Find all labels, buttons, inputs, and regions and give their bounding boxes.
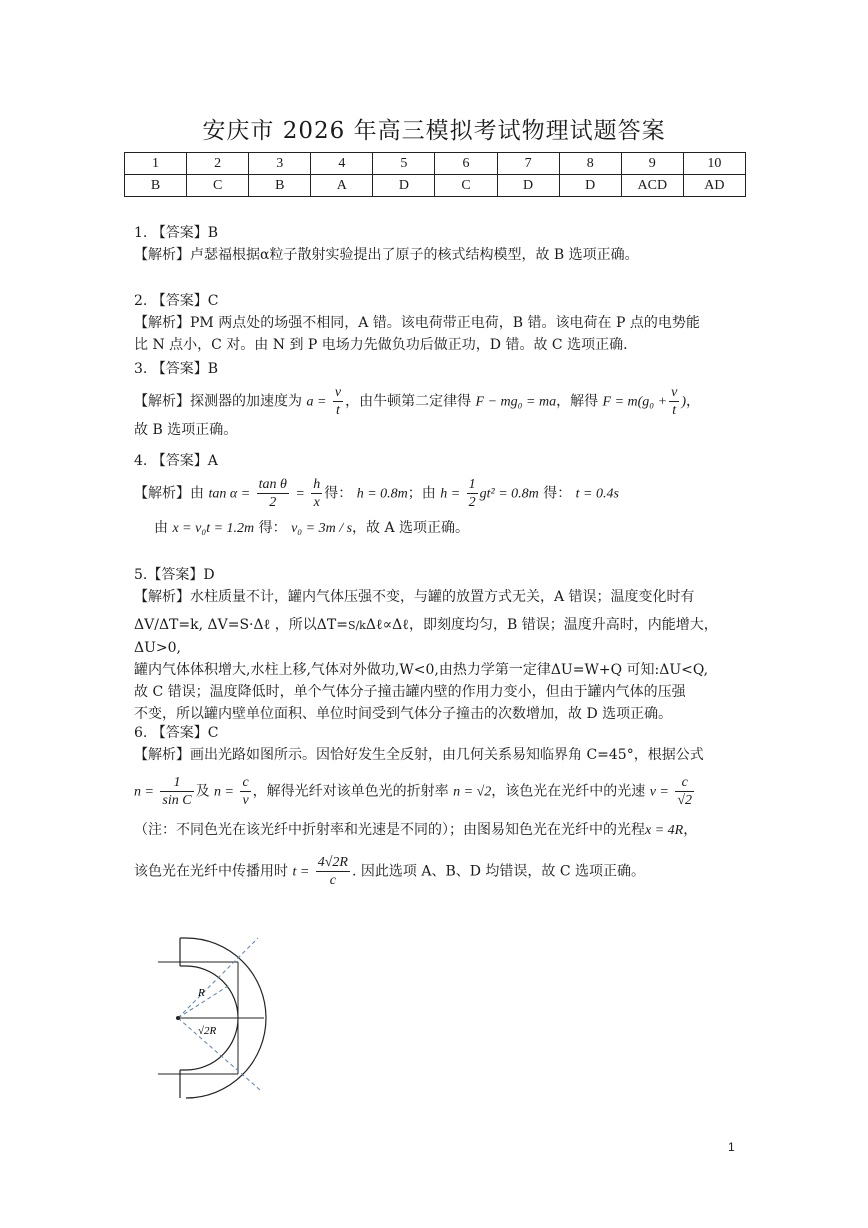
question-6: [134, 722, 754, 889]
frac-numerator: 1: [468, 477, 476, 492]
q5-analysis-line2: [134, 614, 754, 659]
table-cell: A: [311, 175, 373, 197]
q6-frac-sinC: [160, 774, 193, 809]
q5-text: ΔV/ΔT=k, ΔV=S·Δℓ ，所以ΔT=: [134, 617, 348, 633]
q4-frac-tan: [257, 476, 289, 511]
table-cell: D: [559, 175, 621, 197]
table-cell: C: [187, 175, 249, 197]
q3-eq-F: F = m(g₀ +: [602, 394, 668, 410]
q6-text: 及: [195, 783, 210, 800]
normal-lines: [178, 938, 260, 1090]
q4-text: 得：: [258, 520, 287, 536]
q6-analysis-line3: [134, 819, 754, 842]
page-number: 1: [728, 1140, 735, 1154]
q6-frac-time: [316, 854, 350, 889]
q5-analysis-line1: 【解析】水柱质量不计，罐内气体压强不变，与罐的放置方式无关，A 错误；温度变化时有: [134, 589, 695, 605]
q6-text: 该色光在光纤中传播用时: [134, 863, 288, 880]
q4-text: ；由: [407, 485, 436, 502]
q4-analysis-line1: [134, 476, 754, 511]
table-cell: 10: [683, 153, 745, 175]
q6-text: . 因此选项 A、B、D 均错误，故 C 选项正确。: [352, 863, 646, 880]
label-R: R: [198, 987, 205, 999]
q1-analysis: 【解析】卢瑟福根据α粒子散射实验提出了原子的核式结构模型，故 B 选项正确。: [134, 247, 639, 263]
frac-denominator: x: [313, 495, 320, 510]
q1-head: 1. 【答案】B: [134, 225, 219, 241]
q3-eq-a: a =: [306, 394, 327, 410]
q4-head: 4. 【答案】A: [134, 453, 218, 469]
frac-numerator: h: [313, 477, 321, 492]
table-cell: D: [497, 175, 559, 197]
q6-text: ，该色光在光纤中的光速: [491, 783, 646, 800]
table-cell: ACD: [621, 175, 683, 197]
answer-table-answer-row: [125, 175, 746, 197]
q2-analysis-line2: 比 N 点小，C 对。由 N 到 P 电场力先做负功后做正功，D 错。故 C 选项正确.: [134, 337, 628, 353]
q3-frac-vt: [333, 384, 343, 419]
frac-denominator: sin C: [162, 793, 192, 808]
q3-eq-F-close: ): [681, 394, 687, 410]
light-path: [158, 962, 264, 1074]
q6-text: （注：不同色光在该光纤中折射率和光速是不同的）；由图易知色光在光纤中的光程: [134, 822, 645, 838]
question-5: [134, 564, 754, 725]
q3-analysis-line1: [134, 384, 754, 419]
q6-analysis-line1: 【解析】画出光路如图所示。因恰好发生全反射，由几何关系易知临界角 C=45°，根据公式: [134, 747, 704, 763]
q4-text: 【解析】由: [134, 485, 204, 502]
table-cell: 4: [311, 153, 373, 175]
q4-eq-x: x = v₀t = 1.2m: [172, 521, 255, 536]
q6-head: 6. 【答案】C: [134, 725, 219, 741]
q6-frac-cv: [240, 774, 250, 809]
q4-eq-equals: =: [295, 486, 305, 502]
q4-text: ，故 A 选项正确。: [352, 520, 470, 536]
frac-denominator: 2: [468, 495, 476, 510]
q4-eq-gt: gt² = 0.8m: [479, 486, 539, 502]
q5-head: 5.【答案】D: [134, 567, 215, 583]
normal-line-bottom: [178, 1018, 260, 1090]
center-point: [176, 1016, 180, 1020]
q4-eq-t: t = 0.4s: [575, 486, 619, 502]
q3-frac-vt-2: [669, 384, 679, 419]
label-root2R: √2R: [198, 1025, 217, 1037]
q4-text: 得：: [324, 485, 353, 502]
frac-denominator: v: [242, 793, 249, 808]
frac-numerator: c: [242, 775, 249, 790]
q5-text: Δℓ∝Δℓ，即刻度均匀，B 错误；温度升高时，内能增大，ΔU>0,: [134, 617, 718, 656]
table-cell: B: [125, 175, 187, 197]
frac-denominator: t: [336, 403, 340, 418]
table-cell: 2: [187, 153, 249, 175]
table-cell: D: [373, 175, 435, 197]
frac-denominator: t: [672, 403, 677, 418]
q6-text: ，: [683, 822, 698, 838]
question-4: [134, 450, 754, 540]
q3-text: ，: [686, 393, 701, 410]
q6-eq-nval: n = √2: [453, 784, 492, 800]
frac-numerator: v: [334, 385, 342, 400]
q6-eq-x: x = 4R: [645, 823, 684, 838]
frac-numerator: v: [671, 385, 678, 400]
q4-text: 得：: [543, 485, 572, 502]
frac-denominator: 2: [269, 495, 277, 510]
q3-head: 3. 【答案】B: [134, 361, 219, 377]
answer-table-number-row: [125, 153, 746, 175]
q6-eq-n2: n =: [214, 784, 234, 800]
normal-line-top: [178, 938, 258, 1018]
q5-analysis-line3: 罐内气体体积增大,水柱上移,气体对外做功,W<0,由热力学第一定律ΔU=W+Q 可知:ΔU<Q,: [134, 662, 709, 678]
q5-frac-sk: S/k: [347, 619, 366, 632]
table-cell: 9: [621, 153, 683, 175]
q6-eq-v: v =: [649, 784, 669, 800]
q4-frac-half: [467, 476, 478, 511]
q4-frac-hx: [311, 476, 322, 511]
q6-eq-t: t =: [292, 864, 310, 880]
table-cell: C: [435, 175, 497, 197]
q3-text: 【解析】探测器的加速度为: [134, 393, 302, 410]
q6-analysis-line2: [134, 774, 754, 809]
question-3: [134, 358, 754, 441]
q3-analysis-line2: 故 B 选项正确。: [134, 422, 238, 438]
page-title: 安庆市 2026 年高三模拟考试物理试题答案: [202, 118, 666, 144]
q4-eq-h: h = 0.8m: [356, 486, 408, 502]
table-cell: 3: [249, 153, 311, 175]
table-cell: 8: [559, 153, 621, 175]
q4-eq-v0: v₀ = 3m / s: [291, 521, 353, 536]
frac-numerator: tan θ: [258, 477, 287, 492]
table-cell: 5: [373, 153, 435, 175]
table-cell: B: [249, 175, 311, 197]
q3-text: ，解得: [556, 393, 599, 410]
table-cell: 1: [125, 153, 187, 175]
frac-numerator: c: [675, 774, 694, 792]
q4-analysis-line2: [134, 517, 754, 540]
q6-analysis-line4: [134, 854, 754, 889]
optical-fiber-diagram: [148, 930, 278, 1100]
q4-eq-h2: h =: [440, 486, 461, 502]
q2-head: 2. 【答案】C: [134, 293, 219, 309]
q3-text: ，由牛顿第二定律得: [345, 393, 472, 410]
q2-analysis-line1: 【解析】PM 两点处的场强不相同，A 错。该电荷带正电荷，B 错。该电荷在 P 点的电势能: [134, 315, 700, 331]
frac-denominator: c: [329, 873, 336, 888]
table-cell: 7: [497, 153, 559, 175]
frac-numerator: 1: [160, 774, 193, 792]
q3-eq-newton: F − mg₀ = ma: [475, 394, 557, 410]
question-1: [134, 222, 754, 266]
frac-numerator: 4√2R: [317, 855, 348, 870]
q6-text: ，解得光纤对该单色光的折射率: [252, 783, 449, 800]
table-cell: 6: [435, 153, 497, 175]
q6-frac-c-root2: [675, 774, 694, 809]
q4-eq-tan: tan α =: [208, 486, 251, 502]
table-cell: AD: [683, 175, 745, 197]
q6-eq-n: n =: [134, 784, 154, 800]
q5-analysis-line5: 不变，所以罐内壁单位面积、单位时间受到气体分子撞击的次数增加，故 D 选项正确。: [134, 706, 673, 722]
question-2: [134, 290, 754, 356]
answer-table: [124, 152, 746, 197]
q5-analysis-line4: 故 C 错误；温度降低时，单个气体分子撞击罐内壁的作用力变小，但由于罐内气体的压强: [134, 684, 686, 700]
q4-text: 由: [154, 520, 168, 536]
frac-denominator: √2: [677, 793, 693, 808]
